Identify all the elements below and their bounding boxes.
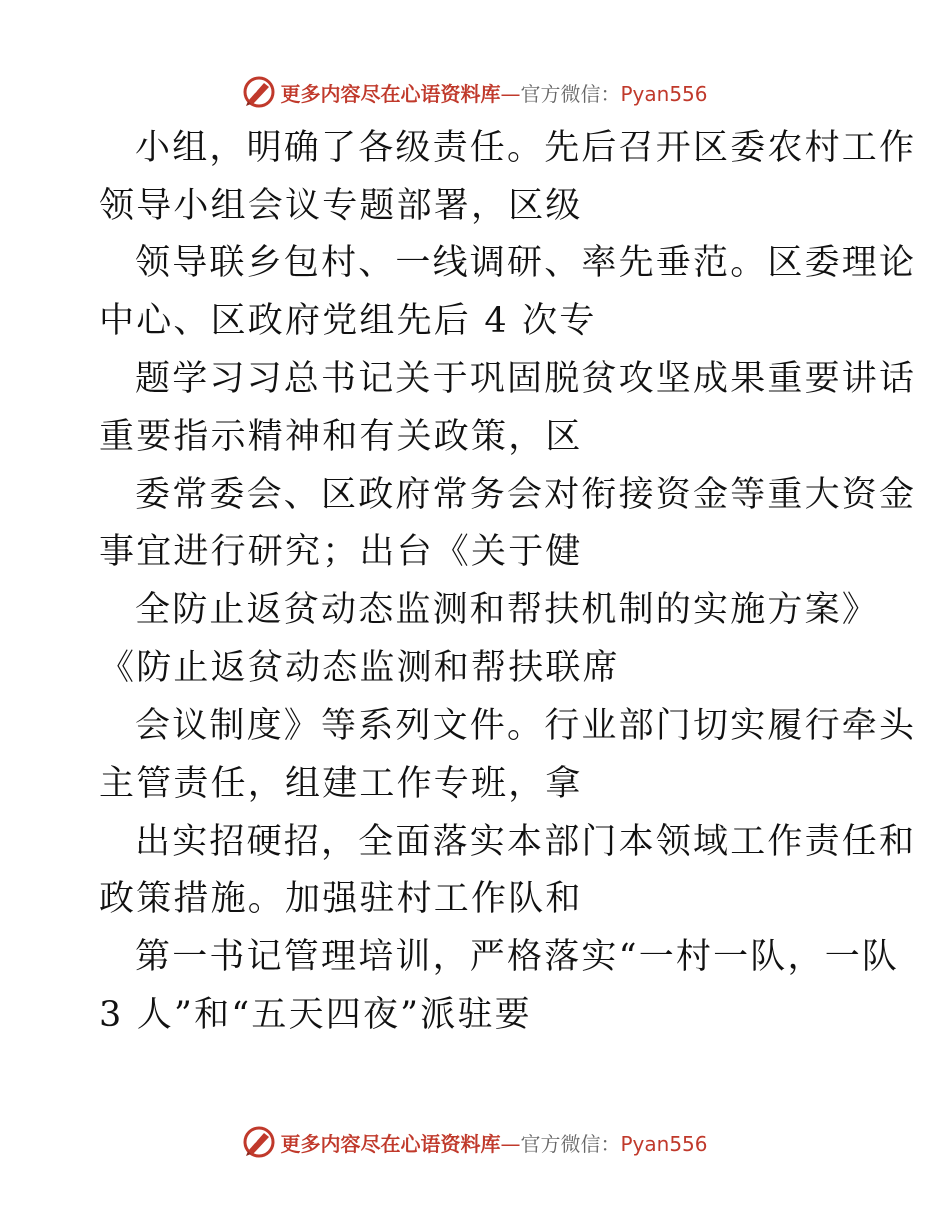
header-banner-main: 更多内容尽在心语资料库 xyxy=(280,81,501,106)
body-line: 3 人”和“五天四夜”派驻要 xyxy=(99,995,532,1035)
body-line: 第一书记管理培训，严格落实“一村一队，一队 xyxy=(135,937,900,977)
footer-wechat-label: 官方微信： xyxy=(520,1131,621,1156)
body-line: 政策措施。加强驻村工作队和 xyxy=(99,879,583,919)
body-line: 领导小组会议专题部署，区级 xyxy=(99,186,583,226)
pen-logo-icon xyxy=(242,75,276,109)
body-line: 重要指示精神和有关政策，区 xyxy=(99,417,583,457)
footer-banner-dash: — xyxy=(500,1131,521,1156)
body-line: 领导联乡包村、一线调研、率先垂范。区委理论 xyxy=(135,243,917,283)
header-wechat-label: 官方微信： xyxy=(520,81,621,106)
footer-banner-text xyxy=(280,1128,707,1157)
body-line: 会议制度》等系列文件。行业部门切实履行牵头 xyxy=(135,706,917,746)
body-line: 小组，明确了各级责任。先后召开区委农村工作 xyxy=(135,128,917,168)
body-line: 题学习习总书记关于巩固脱贫攻坚成果重要讲话 xyxy=(135,359,917,399)
pen-logo-icon xyxy=(242,1125,276,1159)
footer-wechat-id: Pyan556 xyxy=(620,1131,708,1156)
footer-banner-main: 更多内容尽在心语资料库 xyxy=(280,1131,501,1156)
body-line: 中心、区政府党组先后 4 次专 xyxy=(99,301,597,341)
body-line: 《防止返贫动态监测和帮扶联席 xyxy=(99,648,620,688)
body-line: 事宜进行研究；出台《关于健 xyxy=(99,532,583,572)
body-line: 委常委会、区政府常务会对衔接资金等重大资金 xyxy=(135,475,917,515)
body-line: 主管责任，组建工作专班，拿 xyxy=(99,764,583,804)
body-line: 出实招硬招，全面落实本部门本领域工作责任和 xyxy=(135,822,917,862)
header-banner-dash: — xyxy=(500,81,521,106)
header-banner xyxy=(0,72,950,112)
footer-banner xyxy=(0,1122,950,1162)
header-wechat-id: Pyan556 xyxy=(620,81,708,106)
body-line: 全防止返贫动态监测和帮扶机制的实施方案》 xyxy=(135,590,880,630)
header-banner-text xyxy=(280,78,707,107)
